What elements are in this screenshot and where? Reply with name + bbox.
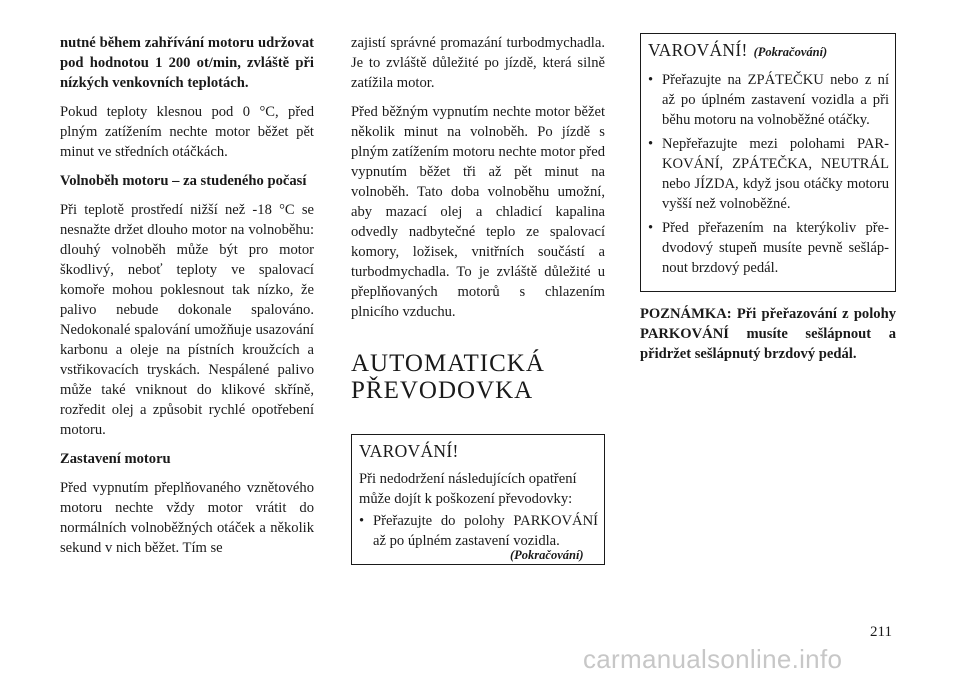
column-left [60,33,314,567]
warning-bullet: • Přeřazujte na ZPÁTEČKU nebo z ní až po úplném zastavení vozidla a při běhu motoru na volnoběžné otáčky. [648,70,889,130]
subheading-cold-idle: Volnoběh motoru – za studeného počasí [60,173,307,189]
section-title-line: PŘEVODOVKA [351,377,534,404]
column-right [640,33,896,373]
paragraph: Před vypnutím přeplňovaného vznětového motoru nechte vždy motor vrátit do normálních volnoběžných otáček a několik sekund v nich běžet. Tím se [60,480,314,556]
paragraph: Při teplotě prostředí nižší než -18 °C se nesnažte držet dlouho motor na volnoběhu: dlouhý volnoběh může být pro motor škodlivý, neboť teploty ve spalovací komoře mohou poklesnout tak nízko, že palivo nebude dokonale spalováno. Nedokonalé spalování umožňuje usazování karbonu a oleje na pístních kroužcích a vstřikovacích tryskách. Nespálené palivo může také vniknout do klikové skříně, rozředit olej a způsobit rychlé opotřebení motoru. [60,202,314,438]
lead-bold-text: nutné během zahřívání motoru udržovat pod hodnotou 1 200 ot/min, zvláště při nízkých venkovních teplotách. [60,35,314,91]
warning-title: VAROVÁNÍ! [359,441,459,461]
paragraph: zajistí správné promazání turbodmychadla. Je to zvláště důležité po jízdě, která silně zatížila motor. [351,35,605,91]
warning-box-continued [640,33,896,292]
watermark: carmanualsonline.info [583,644,843,674]
section-title [351,350,605,404]
note-text: POZNÁMKA: Při přeřazování z polohy PARKOVÁNÍ musíte sešlápnout a přidržet sešlápnutý brzdový pedál. [640,306,896,362]
subheading-engine-stop: Zastavení motoru [60,451,171,467]
page-number: 211 [870,624,892,640]
warning-bullet: • Přeřazujte do polohy PARKOVÁNÍ až po úplném zastavení vozidla. [359,511,598,551]
warning-list [648,70,889,278]
warning-text: Při nedodržení následujících opatření může dojít k poškození převodovky: [359,471,577,507]
paragraph: Před běžným vypnutím nechte motor běžet několik minut na volnoběh. Po jízdě s plným zatížením motoru nechte motor před vypnutím běžet tři až pět minut na volnoběh. Tato doba volnoběhu umožní, aby mazací olej a chladicí kapalina odvedly nadbytečné teplo ze spalovací komory, ložisek, vnitřních součástí a turbodmychadla. To je zvláště důležité u přeplňovaných motorů s chlazením plnicího vzduchu. [351,104,605,320]
warning-title [648,39,889,63]
warning-continued-label: (Pokračování) [753,45,828,59]
warning-bullet: • Nepřeřazujte mezi polohami PARKOVÁNÍ, ZPÁTEČKA, NEUTRÁL nebo JÍZDA, když jsou otáčky motoru vyšší než volnoběžné. [648,134,889,214]
section-title-line: AUTOMATICKÁ [351,350,545,377]
paragraph: Pokud teploty klesnou pod 0 °C, před plným zatížením nechte motor běžet pět minut ve středních otáčkách. [60,104,314,160]
warning-title-text: VAROVÁNÍ! [648,40,748,60]
continued-note: (Pokračování) [510,548,584,562]
column-middle [351,33,605,565]
warning-bullet: • Před přeřazením na kterýkoliv předvodový stupeň musíte pevně sešlápnout brzdový pedál. [648,218,889,278]
